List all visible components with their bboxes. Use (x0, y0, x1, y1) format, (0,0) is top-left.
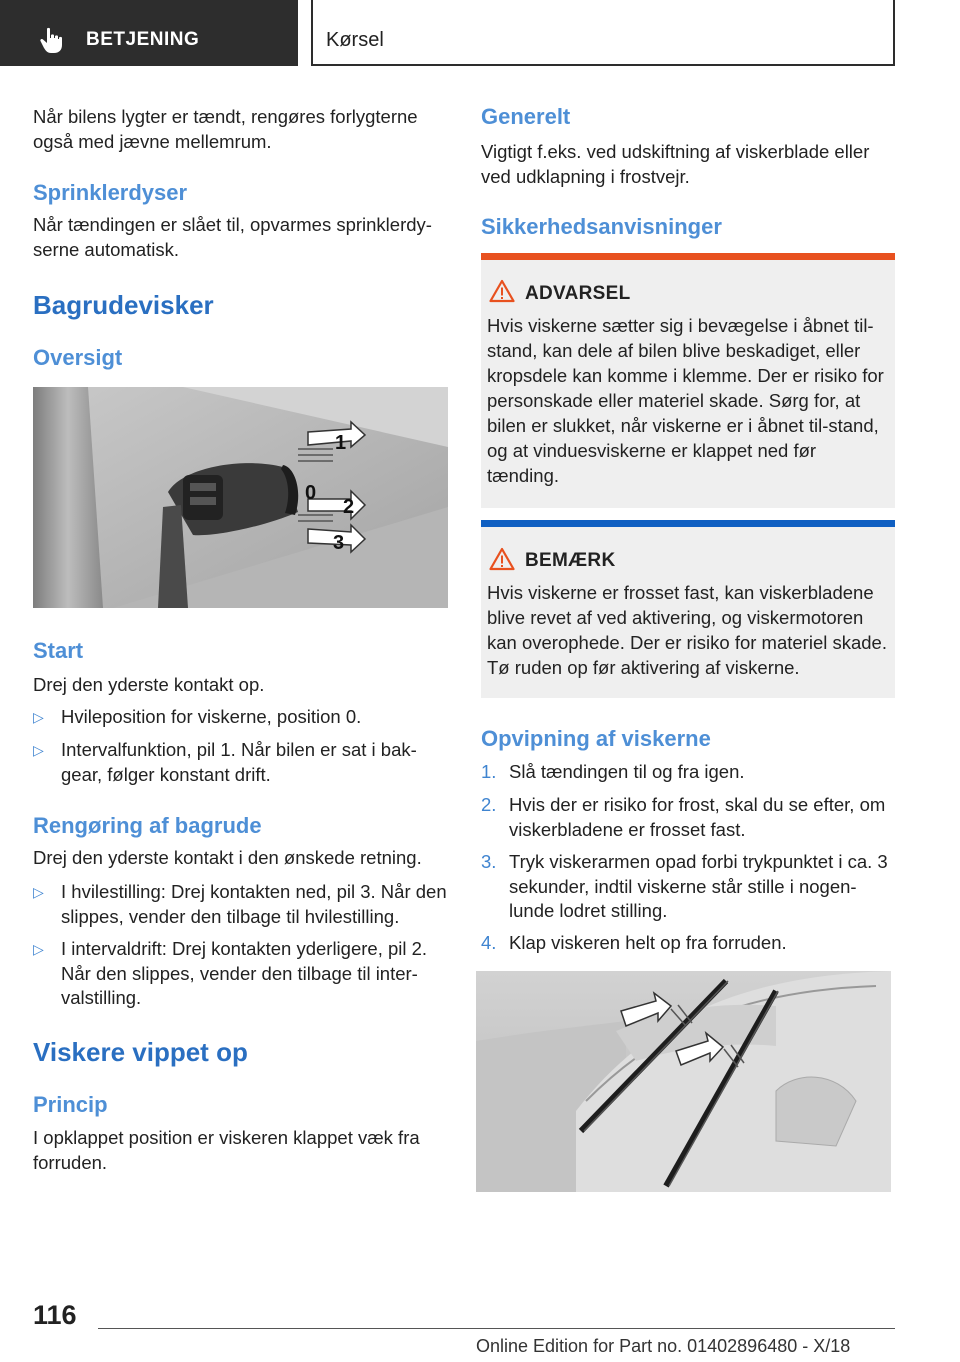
list-item: ▷ Intervalfunktion, pil 1. Når bilen er sat i bak-gear, følger konstant drift. (33, 739, 417, 785)
section-tab (0, 0, 298, 66)
stalk-label-0: 0 (305, 482, 317, 504)
edition-text: Online Edition for Part no. 01402896480 - X/18 (476, 1336, 851, 1356)
warning-box (481, 253, 895, 508)
warning-title: ADVARSEL (525, 283, 631, 304)
step-number: 2. (481, 794, 497, 815)
principle-paragraph: I opklappet position er viskeren klappet væk fra forruden. (33, 1127, 420, 1173)
heading-overview: Oversigt (33, 345, 123, 370)
bullet-triangle-icon: ▷ (33, 884, 44, 900)
list-item: 1. Slå tændingen til og fra igen. (481, 760, 895, 786)
heading-safety: Sikkerhedsanvisninger (481, 214, 722, 239)
warning-bar (481, 253, 895, 260)
heading-rear-wiper: Bagrudevisker (33, 290, 214, 320)
warning-triangle-icon (489, 279, 515, 303)
notice-title: BEMÆRK (525, 550, 616, 571)
list-item: 2. Hvis der er risiko for frost, skal du se efter, om viskerbladene er frosset fast. (481, 794, 886, 840)
section-title: BETJENING (86, 29, 200, 50)
notice-box (481, 520, 895, 698)
sprinkler-paragraph: Når tændingen er slået til, opvarmes sprinklerdy-serne automatisk. (33, 214, 432, 260)
heading-start: Start (33, 638, 84, 663)
notice-bar (481, 520, 895, 527)
notice-text: Hvis viskerne er frosset fast, kan viskerbladene blive revet af ved aktivering, og viskermotoren kan overophede. Der er risiko for materiel skade. Tø ruden op før aktivering af viskerne. (487, 582, 887, 678)
start-paragraph: Drej den yderste kontakt op. (33, 674, 265, 695)
warning-triangle-icon (489, 547, 515, 571)
list-item: 3. Tryk viskerarmen opad forbi trykpunktet i ca. 3 sekunder, indtil viskerne står stille i nogen-lunde lodret stilling. (481, 851, 888, 921)
list-item: ▷ I hvilestilling: Drej kontakten ned, pil 3. Når den slippes, vender den tilbage til hvilestilling. (33, 881, 447, 927)
wiper-stalk-image (33, 387, 448, 608)
header-divider (893, 0, 895, 66)
intro-paragraph: Når bilens lygter er tændt, rengøres forlygterne også med jævne mellemrum. (33, 106, 418, 152)
footer-divider (98, 1328, 895, 1329)
header-divider (311, 0, 313, 66)
clean-paragraph: Drej den yderste kontakt i den ønskede retning. (33, 847, 422, 868)
step-number: 3. (481, 851, 497, 872)
bullet-triangle-icon: ▷ (33, 742, 44, 758)
heading-sprinkler: Sprinklerdyser (33, 180, 188, 205)
heading-principle: Princip (33, 1092, 108, 1117)
heading-wipers-flipped: Viskere vippet op (33, 1037, 248, 1067)
heading-fold-up: Opvipning af viskerne (481, 726, 711, 751)
page-header (0, 0, 960, 66)
hand-pointer-icon (38, 26, 66, 54)
header-divider (311, 64, 895, 66)
step-number: 4. (481, 932, 497, 953)
warning-text: Hvis viskerne sætter sig i bevægelse i åbnet til-stand, kan dele af bilen blive beskadiget, eller kropsdele kan komme i klemme. Der er risiko for personskade eller materiel skade. Sørg for, at bilen er slukket, når viskerne er i åbnet til-stand, og at vinduesviskerne er klappet ned før tænding. (487, 315, 884, 486)
bullet-triangle-icon: ▷ (33, 941, 44, 957)
heading-general: Generelt (481, 104, 571, 129)
page-number: 116 (33, 1300, 77, 1330)
chapter-title: Kørsel (326, 29, 384, 51)
step-number: 1. (481, 761, 497, 782)
stalk-label-3: 3 (333, 532, 345, 554)
bullet-triangle-icon: ▷ (33, 709, 44, 725)
heading-clean-rear: Rengøring af bagrude (33, 813, 262, 838)
stalk-label-2: 2 (343, 496, 355, 518)
list-item: ▷ Hvileposition for viskerne, position 0. (33, 705, 448, 735)
list-item: ▷ I intervaldrift: Drej kontakten yderligere, pil 2. Når den slippes, vender den tilbage til inter-valstilling. (33, 938, 428, 1008)
stalk-label-1: 1 (335, 432, 347, 454)
list-item: 4. Klap viskeren helt op fra forruden. (481, 931, 895, 957)
windshield-wiper-image (476, 971, 891, 1192)
general-paragraph: Vigtigt f.eks. ved udskiftning af viskerblade eller ved udklapning i frostvejr. (481, 141, 870, 187)
